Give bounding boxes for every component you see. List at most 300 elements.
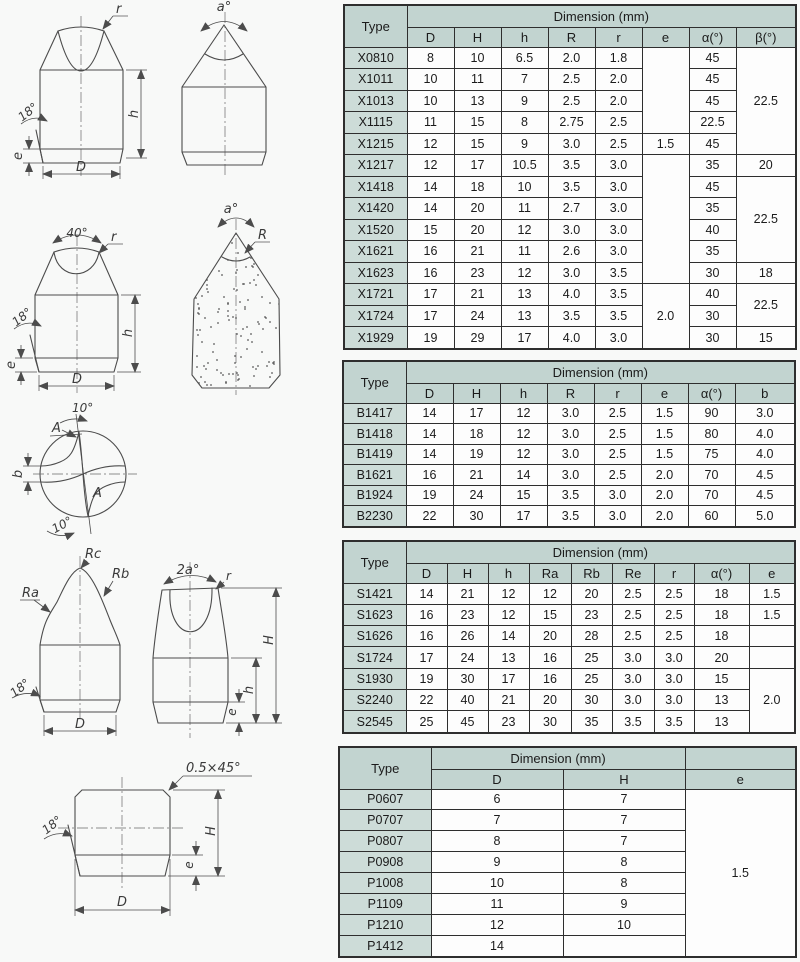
value-cell: 18 — [694, 583, 749, 604]
dim-label-e: e — [182, 861, 196, 869]
value-cell: 2.5 — [595, 133, 642, 155]
value-cell: 3.5 — [548, 155, 595, 177]
value-cell: 16 — [406, 465, 453, 486]
value-cell: 18 — [694, 626, 749, 647]
value-cell: 17 — [407, 305, 454, 327]
column-header: e — [749, 563, 795, 583]
drawing-p-type — [0, 755, 345, 962]
column-header: H — [447, 563, 488, 583]
value-cell: 45 — [689, 133, 736, 155]
drawing-s-type — [0, 540, 345, 750]
value-cell: 3.0 — [594, 506, 641, 527]
column-header: D — [431, 769, 563, 789]
value-cell: 3.5 — [548, 305, 595, 327]
value-cell: 1.5 — [749, 583, 795, 604]
value-cell: 11 — [407, 112, 454, 134]
value-cell: 7 — [563, 810, 685, 831]
value-cell — [642, 155, 689, 284]
angle-label-2a: 2a° — [176, 563, 200, 578]
type-cell: X1724 — [344, 305, 407, 327]
value-cell: 45 — [689, 47, 736, 69]
stipple-texture — [194, 241, 280, 387]
value-cell: 9 — [501, 133, 548, 155]
table-row — [343, 506, 795, 527]
table-row — [344, 155, 796, 177]
value-cell: 2.5 — [612, 604, 654, 625]
table-row — [344, 47, 796, 69]
value-cell: 17 — [500, 506, 547, 527]
value-cell: 30 — [453, 506, 500, 527]
type-cell: X1721 — [344, 284, 407, 306]
value-cell: 12 — [488, 583, 529, 604]
type-cell: S1421 — [343, 583, 406, 604]
value-cell: 17 — [453, 403, 500, 424]
value-cell: 2.5 — [654, 626, 694, 647]
value-cell: 2.75 — [548, 112, 595, 134]
type-header: Type — [344, 5, 407, 47]
type-cell: P1008 — [339, 873, 431, 894]
type-cell: X1623 — [344, 262, 407, 284]
column-header: R — [548, 27, 595, 47]
dim-label-r: r — [111, 230, 117, 245]
value-cell: 21 — [454, 284, 501, 306]
value-cell: 14 — [500, 465, 547, 486]
type-cell: S1930 — [343, 668, 406, 689]
value-cell: 8 — [407, 47, 454, 69]
value-cell: 20 — [529, 626, 571, 647]
column-header: h — [501, 27, 548, 47]
column-header: r — [654, 563, 694, 583]
table-row — [344, 90, 796, 112]
table-row — [343, 403, 795, 424]
value-cell: 1.5 — [685, 789, 796, 957]
type-cell: S1623 — [343, 604, 406, 625]
value-cell: 3.0 — [548, 133, 595, 155]
column-header: h — [500, 383, 547, 403]
value-cell: 4.5 — [735, 465, 795, 486]
value-cell: 11 — [501, 241, 548, 263]
value-cell: 3.0 — [548, 262, 595, 284]
dim-label-D: D — [74, 717, 86, 732]
value-cell: 2.5 — [548, 90, 595, 112]
table-row — [344, 305, 796, 327]
value-cell — [749, 626, 795, 647]
table-row — [343, 604, 795, 625]
value-cell: 3.0 — [595, 198, 642, 220]
value-cell: 2.5 — [612, 583, 654, 604]
type-header: Type — [339, 747, 431, 789]
value-cell: 14 — [431, 935, 563, 957]
value-cell: 17 — [488, 668, 529, 689]
value-cell: 7 — [563, 789, 685, 810]
table-row — [344, 133, 796, 155]
value-cell: 45 — [689, 176, 736, 198]
value-cell: 11 — [454, 69, 501, 91]
column-header: α(°) — [689, 27, 736, 47]
dim-label-h: h — [242, 685, 257, 695]
column-header: α(°) — [688, 383, 735, 403]
value-cell: 90 — [688, 403, 735, 424]
value-cell: 12 — [431, 914, 563, 935]
value-cell: 3.0 — [654, 668, 694, 689]
value-cell: 15 — [736, 327, 796, 349]
value-cell: 13 — [694, 690, 749, 711]
angle-label-alpha: a° — [216, 0, 232, 15]
value-cell: 17 — [454, 155, 501, 177]
dim-label-e: e — [225, 708, 239, 716]
angle-label-18: 18° — [9, 304, 35, 330]
column-header: r — [594, 383, 641, 403]
value-cell: 3.0 — [612, 647, 654, 668]
value-cell: 14 — [406, 424, 453, 445]
value-cell: 2.7 — [548, 198, 595, 220]
column-header: D — [406, 563, 447, 583]
value-cell: 1.5 — [641, 424, 688, 445]
value-cell: 70 — [688, 485, 735, 506]
value-cell: 21 — [453, 465, 500, 486]
column-header: α(°) — [694, 563, 749, 583]
value-cell: 19 — [407, 327, 454, 349]
value-cell: 13 — [488, 647, 529, 668]
drawing-conical-type — [0, 195, 345, 400]
column-header: e — [685, 769, 796, 789]
value-cell: 75 — [688, 444, 735, 465]
value-cell: 15 — [454, 133, 501, 155]
value-cell: 3.0 — [547, 424, 594, 445]
drawing-chisel-top-view — [0, 400, 345, 540]
value-cell: 10 — [454, 47, 501, 69]
dimension-header: Dimension (mm) — [431, 747, 685, 769]
table-b-series — [342, 360, 795, 528]
table-row — [344, 262, 796, 284]
value-cell: 12 — [500, 424, 547, 445]
value-cell: 60 — [688, 506, 735, 527]
value-cell: 12 — [501, 219, 548, 241]
type-cell: X1420 — [344, 198, 407, 220]
value-cell: 16 — [407, 262, 454, 284]
value-cell: 16 — [406, 626, 447, 647]
value-cell: 4.0 — [735, 424, 795, 445]
section-label-A: A — [52, 421, 61, 436]
value-cell: 3.0 — [595, 155, 642, 177]
type-cell: S2240 — [343, 690, 406, 711]
table-row — [344, 241, 796, 263]
value-cell: 16 — [407, 241, 454, 263]
value-cell: 13 — [501, 305, 548, 327]
value-cell: 12 — [529, 583, 571, 604]
table-row — [343, 647, 795, 668]
value-cell: 22.5 — [736, 176, 796, 262]
value-cell: 25 — [571, 647, 612, 668]
table-row — [344, 69, 796, 91]
value-cell — [642, 47, 689, 133]
value-cell: 3.0 — [594, 485, 641, 506]
value-cell: 10 — [407, 69, 454, 91]
value-cell: 2.5 — [612, 626, 654, 647]
radius-label-Rb: Rb — [112, 567, 130, 582]
column-header: Re — [612, 563, 654, 583]
value-cell: 15 — [500, 485, 547, 506]
type-cell: X0810 — [344, 47, 407, 69]
dim-label-r: r — [116, 2, 122, 17]
table-row — [343, 668, 795, 689]
type-cell: P1412 — [339, 935, 431, 957]
column-header: H — [454, 27, 501, 47]
inner-label-A: A — [93, 486, 102, 501]
value-cell: 26 — [447, 626, 488, 647]
table-row — [343, 424, 795, 445]
type-cell: B1419 — [343, 444, 406, 465]
s-series-grid — [342, 540, 796, 734]
value-cell: 2.5 — [548, 69, 595, 91]
value-cell: 16 — [406, 604, 447, 625]
dim-label-h: h — [127, 109, 142, 119]
value-cell: 11 — [501, 198, 548, 220]
value-cell: 45 — [689, 90, 736, 112]
dimension-header: Dimension (mm) — [406, 541, 795, 563]
value-cell: 3.0 — [547, 444, 594, 465]
value-cell: 8 — [501, 112, 548, 134]
column-header: D — [407, 27, 454, 47]
value-cell: 3.5 — [595, 262, 642, 284]
value-cell: 2.0 — [642, 284, 689, 349]
dim-label-H: H — [262, 635, 277, 645]
table-row — [344, 219, 796, 241]
value-cell: 3.0 — [612, 668, 654, 689]
value-cell: 2.0 — [641, 506, 688, 527]
dim-label-e: e — [4, 361, 19, 369]
type-cell: X1217 — [344, 155, 407, 177]
angle-label-18: 18° — [7, 675, 33, 701]
value-cell: 10 — [563, 914, 685, 935]
type-cell: S1626 — [343, 626, 406, 647]
table-row — [343, 626, 795, 647]
dim-label-H: H — [204, 826, 219, 836]
value-cell: 4.0 — [548, 327, 595, 349]
column-header: H — [453, 383, 500, 403]
drawings-panel — [0, 0, 345, 962]
value-cell: 30 — [571, 690, 612, 711]
value-cell: 19 — [406, 485, 453, 506]
value-cell: 18 — [454, 176, 501, 198]
value-cell: 22 — [406, 690, 447, 711]
value-cell: 3.0 — [595, 176, 642, 198]
type-cell: X1621 — [344, 241, 407, 263]
value-cell: 2.5 — [594, 444, 641, 465]
value-cell: 21 — [447, 583, 488, 604]
value-cell: 35 — [689, 198, 736, 220]
dim-label-h: h — [121, 328, 136, 338]
value-cell: 21 — [488, 690, 529, 711]
value-cell: 3.5 — [654, 711, 694, 733]
value-cell: 16 — [529, 668, 571, 689]
value-cell: 45 — [689, 69, 736, 91]
value-cell: 15 — [529, 604, 571, 625]
value-cell: 21 — [454, 241, 501, 263]
value-cell — [563, 935, 685, 957]
value-cell: 3.5 — [612, 711, 654, 733]
value-cell: 2.5 — [654, 583, 694, 604]
value-cell: 22 — [406, 506, 453, 527]
value-cell: 6 — [431, 789, 563, 810]
value-cell: 14 — [406, 444, 453, 465]
value-cell: 1.5 — [641, 444, 688, 465]
value-cell: 3.5 — [595, 305, 642, 327]
value-cell: 9 — [501, 90, 548, 112]
value-cell: 30 — [529, 711, 571, 733]
value-cell: 3.5 — [595, 284, 642, 306]
table-row — [339, 789, 796, 810]
value-cell: 1.5 — [749, 604, 795, 625]
value-cell: 20 — [454, 198, 501, 220]
value-cell: 13 — [501, 284, 548, 306]
value-cell: 1.8 — [595, 47, 642, 69]
angle-label-18: 18° — [39, 812, 65, 838]
drawing-x-type — [0, 0, 345, 195]
value-cell: 2.5 — [594, 465, 641, 486]
dim-label-r: r — [226, 569, 231, 583]
column-header: Ra — [529, 563, 571, 583]
type-cell: B1621 — [343, 465, 406, 486]
column-header: β(°) — [736, 27, 796, 47]
value-cell: 2.0 — [641, 485, 688, 506]
value-cell: 14 — [407, 176, 454, 198]
value-cell: 22.5 — [689, 112, 736, 134]
value-cell: 22.5 — [736, 47, 796, 155]
value-cell: 15 — [694, 668, 749, 689]
value-cell: 30 — [689, 262, 736, 284]
table-row — [344, 176, 796, 198]
type-cell: X1011 — [344, 69, 407, 91]
type-cell: B1418 — [343, 424, 406, 445]
column-header: r — [595, 27, 642, 47]
table-row — [344, 327, 796, 349]
type-cell: P1210 — [339, 914, 431, 935]
value-cell: 18 — [736, 262, 796, 284]
value-cell: 16 — [529, 647, 571, 668]
value-cell: 23 — [447, 604, 488, 625]
value-cell: 25 — [571, 668, 612, 689]
value-cell: 35 — [689, 155, 736, 177]
dim-label-e: e — [11, 152, 26, 160]
value-cell: 9 — [431, 852, 563, 873]
chamfer-label: 0.5×45° — [186, 761, 241, 776]
value-cell: 14 — [406, 583, 447, 604]
value-cell: 8 — [563, 852, 685, 873]
table-row — [343, 690, 795, 711]
value-cell: 7 — [563, 831, 685, 852]
value-cell: 4.0 — [548, 284, 595, 306]
value-cell: 2.0 — [595, 69, 642, 91]
value-cell: 5.0 — [735, 506, 795, 527]
value-cell: 13 — [454, 90, 501, 112]
value-cell: 14 — [488, 626, 529, 647]
p-series-grid — [338, 746, 797, 958]
value-cell: 17 — [407, 284, 454, 306]
value-cell: 10 — [501, 176, 548, 198]
value-cell: 3.5 — [547, 506, 594, 527]
type-cell: S1724 — [343, 647, 406, 668]
value-cell: 12 — [500, 403, 547, 424]
type-cell: P1109 — [339, 894, 431, 915]
value-cell: 30 — [447, 668, 488, 689]
value-cell: 2.6 — [548, 241, 595, 263]
type-cell: X1929 — [344, 327, 407, 349]
table-row — [343, 583, 795, 604]
type-cell: P0707 — [339, 810, 431, 831]
value-cell: 2.5 — [594, 403, 641, 424]
table-row — [344, 112, 796, 134]
value-cell: 40 — [689, 219, 736, 241]
value-cell: 3.0 — [654, 690, 694, 711]
angle-label-alpha: a° — [223, 202, 239, 217]
value-cell: 2.5 — [595, 112, 642, 134]
dim-label-R: R — [258, 228, 268, 243]
value-cell: 23 — [488, 711, 529, 733]
table-p-series — [338, 746, 795, 958]
value-cell: 19 — [406, 668, 447, 689]
b-series-grid — [342, 360, 796, 528]
value-cell: 35 — [689, 241, 736, 263]
value-cell: 3.0 — [595, 219, 642, 241]
value-cell: 45 — [447, 711, 488, 733]
dim-label-D: D — [75, 160, 87, 175]
value-cell: 23 — [571, 604, 612, 625]
value-cell: 24 — [453, 485, 500, 506]
column-header: e — [642, 27, 689, 47]
value-cell: 2.0 — [595, 90, 642, 112]
dim-label-D: D — [71, 372, 83, 387]
table-row — [343, 444, 795, 465]
value-cell: 30 — [689, 327, 736, 349]
type-cell: P0908 — [339, 852, 431, 873]
value-cell: 18 — [694, 604, 749, 625]
value-cell: 19 — [453, 444, 500, 465]
value-cell: 3.0 — [547, 403, 594, 424]
value-cell: 2.0 — [641, 465, 688, 486]
value-cell: 13 — [694, 711, 749, 733]
value-cell: 2.0 — [548, 47, 595, 69]
value-cell: 12 — [488, 604, 529, 625]
value-cell: 6.5 — [501, 47, 548, 69]
value-cell: 29 — [454, 327, 501, 349]
value-cell — [749, 647, 795, 668]
value-cell: 80 — [688, 424, 735, 445]
table-x-series — [343, 4, 795, 350]
value-cell: 14 — [407, 198, 454, 220]
value-cell: 14 — [406, 403, 453, 424]
value-cell: 8 — [563, 873, 685, 894]
radius-label-Ra: Ra — [22, 586, 39, 601]
type-cell: B1417 — [343, 403, 406, 424]
value-cell: 20 — [736, 155, 796, 177]
type-cell: X1520 — [344, 219, 407, 241]
value-cell: 15 — [407, 219, 454, 241]
value-cell: 40 — [689, 284, 736, 306]
value-cell: 3.0 — [595, 241, 642, 263]
type-cell: S2545 — [343, 711, 406, 733]
table-row — [343, 711, 795, 733]
type-header: Type — [343, 361, 406, 403]
value-cell: 11 — [431, 894, 563, 915]
value-cell: 2.5 — [654, 604, 694, 625]
value-cell: 12 — [407, 155, 454, 177]
type-header: Type — [343, 541, 406, 583]
value-cell: 9 — [563, 894, 685, 915]
column-header: D — [406, 383, 453, 403]
value-cell: 12 — [500, 444, 547, 465]
type-cell: X1215 — [344, 133, 407, 155]
